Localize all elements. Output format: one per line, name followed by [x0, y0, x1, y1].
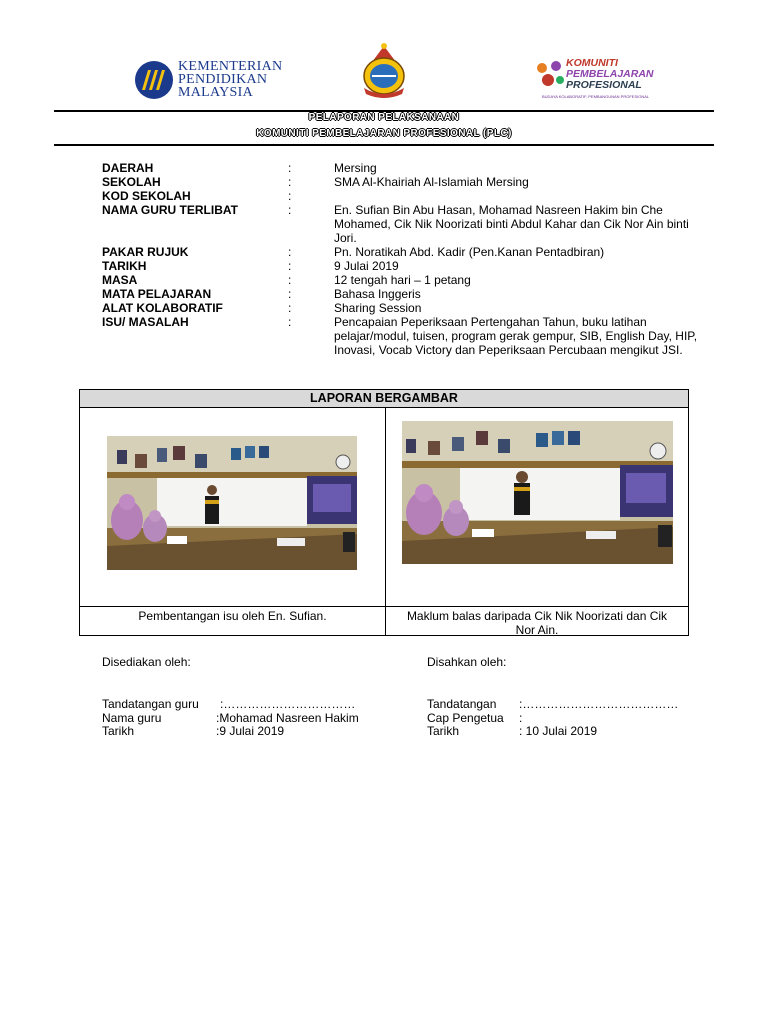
info-value: Pencapaian Peperiksaan Pertengahan Tahun, buku latihan pelajar/modul, tuisen, program gerak gempur, SIB, English Day, HIP, Inovasi, Vocab Victory dan Peperiksaan Percubaan mengikut JSI. [334, 315, 698, 357]
approved-by-heading: Disahkan oleh: [427, 655, 507, 669]
teacher-name-value: :Mohamad Nasreen Hakim [216, 711, 359, 725]
plc-logo-tagline: BUDAYA KOLABORATIF, PEMBANGUNAN PROFESIONAL [542, 94, 650, 99]
info-label: KOD SEKOLAH [102, 189, 191, 203]
teacher-date-label: Tarikh [102, 724, 135, 738]
info-value: Mersing [334, 161, 377, 175]
info-value: 9 Julai 2019 [334, 259, 399, 273]
teacher-date-value: :9 Julai 2019 [216, 724, 285, 738]
info-value: Sharing Session [334, 301, 422, 315]
plc-logo-line-1: KOMUNITI [566, 57, 618, 69]
photo-caption-2: Maklum balas daripada Cik Nik Noorizati dan Cik Nor Ain. [406, 609, 668, 637]
approver-signature-line: :………………………………… [519, 697, 679, 711]
principal-stamp-label: Cap Pengetua [427, 711, 504, 725]
prepared-by-heading: Disediakan oleh: [102, 655, 191, 669]
info-value: 12 tengah hari – 1 petang [334, 273, 471, 287]
info-label: PAKAR RUJUK [102, 245, 189, 259]
info-label: MATA PELAJARAN [102, 287, 212, 301]
report-title-line-2: KOMUNITI PEMBELAJARAN PROFESIONAL (PLC) [256, 128, 512, 139]
principal-stamp-value: : [519, 711, 523, 725]
info-colon: : [288, 315, 292, 329]
kpm-logo-line-3: MALAYSIA [178, 85, 254, 100]
info-label: ISU/ MASALAH [102, 315, 189, 329]
report-title-line-1: PELAPORAN PELAKSANAAN [308, 112, 460, 123]
kpm-emblem-icon [132, 60, 176, 100]
plc-logo-line-3: PROFESIONAL [566, 79, 642, 91]
info-label: TARIKH [102, 259, 147, 273]
info-label: ALAT KOLABORATIF [102, 301, 223, 315]
kpm-logo-line-2: PENDIDIKAN [178, 72, 268, 87]
photo-report-table [79, 389, 689, 636]
approver-signature-label: Tandatangan [427, 697, 497, 711]
info-colon: : [288, 287, 292, 301]
info-label: MASA [102, 273, 138, 287]
plc-logo [532, 56, 654, 102]
photo-report-header: LAPORAN BERGAMBAR [80, 390, 688, 408]
meeting-photo-1 [107, 436, 357, 570]
photo-table-column-divider [385, 407, 386, 636]
info-value: SMA Al-Khairiah Al-Islamiah Mersing [334, 175, 529, 189]
title-bottom-rule [54, 144, 714, 146]
plc-emblem-icon [534, 60, 566, 90]
meeting-photo-2 [402, 421, 673, 564]
photo-caption-1: Pembentangan isu oleh En. Sufian. [138, 609, 327, 623]
info-colon: : [288, 259, 292, 273]
info-colon: : [288, 245, 292, 259]
approver-date-value: : 10 Julai 2019 [519, 724, 598, 738]
plc-logo-line-2: PEMBELAJARAN [566, 68, 654, 80]
approver-date-label: Tarikh [427, 724, 460, 738]
info-value: En. Sufian Bin Abu Hasan, Mohamad Nasreen Hakim bin Che Mohamed, Cik Nik Noorizati binti Abdul Kahar dan Cik Nor Ain binti Jori. [334, 203, 689, 245]
info-colon: : [288, 301, 292, 315]
teacher-name-label: Nama guru [102, 711, 162, 725]
kpm-logo [132, 58, 292, 104]
info-value: Pn. Noratikah Abd. Kadir (Pen.Kanan Pentadbiran) [334, 245, 605, 259]
info-colon: : [288, 161, 292, 175]
info-label: DAERAH [102, 161, 154, 175]
info-value: Bahasa Inggeris [334, 287, 421, 301]
photo-table-row-divider [80, 606, 688, 607]
info-label: NAMA GURU TERLIBAT [102, 203, 238, 217]
school-crest-icon [352, 40, 416, 102]
teacher-signature-line: :…………………………… [220, 697, 356, 711]
kpm-logo-line-1: KEMENTERIAN [178, 59, 283, 74]
info-label: SEKOLAH [102, 175, 161, 189]
info-colon: : [288, 203, 292, 217]
info-colon: : [288, 189, 292, 203]
teacher-signature-label: Tandatangan guru [102, 697, 199, 711]
info-colon: : [288, 273, 292, 287]
info-colon: : [288, 175, 292, 189]
